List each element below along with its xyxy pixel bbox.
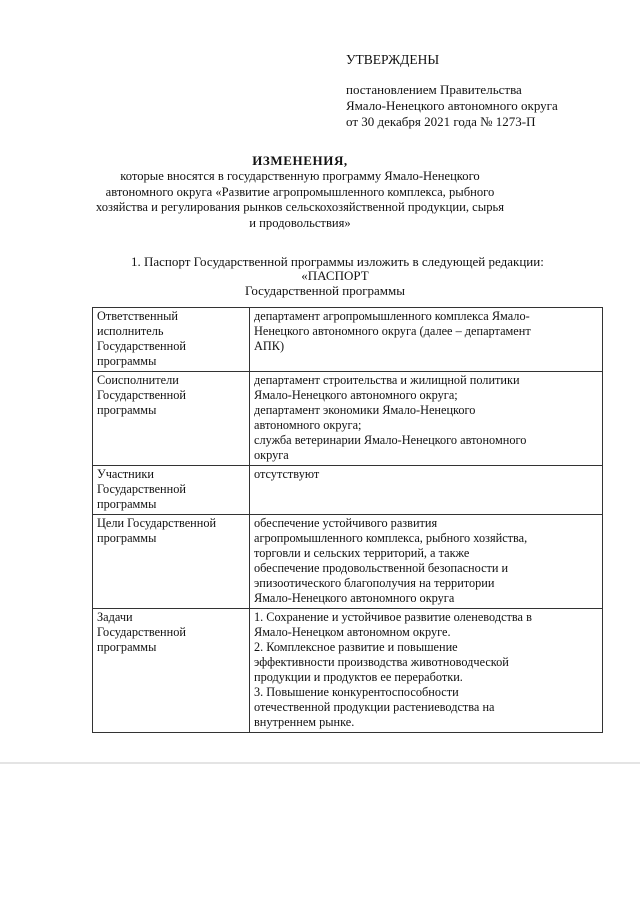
label-line: Государственной [97, 625, 186, 639]
passport-title-line: Государственной программы [244, 283, 405, 298]
approval-line: постановлением Правительства [346, 82, 522, 97]
value-line: отечественной продукции растениеводства на [254, 700, 495, 714]
passport-title-line: «ПАСПОРТ [301, 268, 369, 283]
subheading-line: и продовольствия» [249, 215, 351, 230]
label-line: Ответственный [97, 309, 178, 323]
passport-value-cell [250, 515, 603, 609]
label-line: Соисполнители [97, 373, 179, 387]
label-line: программы [97, 531, 157, 545]
value-line: департамент строительства и жилищной политики [254, 373, 520, 387]
value-line: отсутствуют [254, 467, 320, 481]
value-line: обеспечение устойчивого развития [254, 516, 438, 530]
value-line: Ямало-Ненецкого автономного округа; [254, 388, 458, 402]
passport-row [93, 609, 603, 733]
value-line: департамент агропромышленного комплекса Ямало- [254, 309, 530, 323]
passport-row [93, 515, 603, 609]
label-line: Задачи [97, 610, 133, 624]
value-line: АПК) [254, 339, 285, 353]
approval-line: от 30 декабря 2021 года № 1273-П [346, 114, 536, 129]
value-line: Ненецкого автономного округа (далее – департамент [254, 324, 531, 338]
label-line: Государственной [97, 482, 186, 496]
passport-value-cell [250, 372, 603, 466]
passport-value-cell [250, 466, 603, 515]
point-1-text: 1. Паспорт Государственной программы изложить в следующей редакции: [131, 254, 544, 269]
subheading-line: хозяйства и регулирования рынков сельскохозяйственной продукции, сырья [95, 200, 505, 214]
value-line: эффективности производства животноводческой [254, 655, 509, 669]
label-line: Государственной [97, 388, 186, 402]
passport-label-cell [93, 609, 250, 733]
passport-value-cell [250, 609, 603, 733]
passport-label-cell [93, 515, 250, 609]
label-line: Участники [97, 467, 154, 481]
value-line: автономного округа; [254, 418, 362, 432]
label-line: программы [97, 640, 157, 654]
passport-row [93, 372, 603, 466]
value-line: округа [254, 448, 289, 462]
passport-row [93, 308, 603, 372]
label-line: Государственной [97, 339, 186, 353]
approval-block [346, 52, 636, 130]
label-line: Цели Государственной [97, 516, 217, 530]
value-line: эпизоотического благополучия на территории [254, 576, 495, 590]
value-line: продукции и продуктов ее переработки. [254, 670, 463, 684]
subheading-line: которые вносятся в государственную программу Ямало-Ненецкого [120, 169, 480, 183]
label-line: программы [97, 354, 157, 368]
value-line: 3. Повышение конкурентоспособности [254, 685, 459, 699]
passport-label-cell [93, 372, 250, 466]
subheading-line: автономного округа «Развитие агропромышленного комплекса, рыбного [105, 184, 495, 199]
label-line: программы [97, 497, 157, 511]
passport-value-cell [250, 308, 603, 372]
value-line: торговли и сельских территорий, а также [254, 546, 470, 560]
value-line: 2. Комплексное развитие и повышение [254, 640, 458, 654]
document-heading: ИЗМЕНЕНИЯ, [252, 153, 348, 168]
label-line: исполнитель [97, 324, 164, 338]
passport-table [92, 307, 603, 733]
value-line: агропромышленного комплекса, рыбного хозяйства, [254, 531, 528, 545]
passport-title [200, 268, 450, 298]
value-line: внутреннем рынке. [254, 715, 355, 729]
value-line: Ямало-Ненецкого автономного округа [254, 591, 455, 605]
blank-page-area [0, 762, 640, 907]
approval-line: Ямало-Ненецкого автономного округа [346, 98, 558, 113]
value-line: департамент экономики Ямало-Ненецкого [254, 403, 476, 417]
value-line: обеспечение продовольственной безопасности и [254, 561, 509, 575]
value-line: служба ветеринарии Ямало-Ненецкого автономного [254, 433, 527, 447]
passport-label-cell [93, 308, 250, 372]
passport-row [93, 466, 603, 515]
value-line: Ямало-Ненецком автономном округе. [254, 625, 451, 639]
document-subheading [84, 169, 516, 231]
passport-label-cell [93, 466, 250, 515]
label-line: программы [97, 403, 157, 417]
approval-title: УТВЕРЖДЕНЫ [346, 52, 440, 67]
value-line: 1. Сохранение и устойчивое развитие оленеводства в [254, 610, 532, 624]
